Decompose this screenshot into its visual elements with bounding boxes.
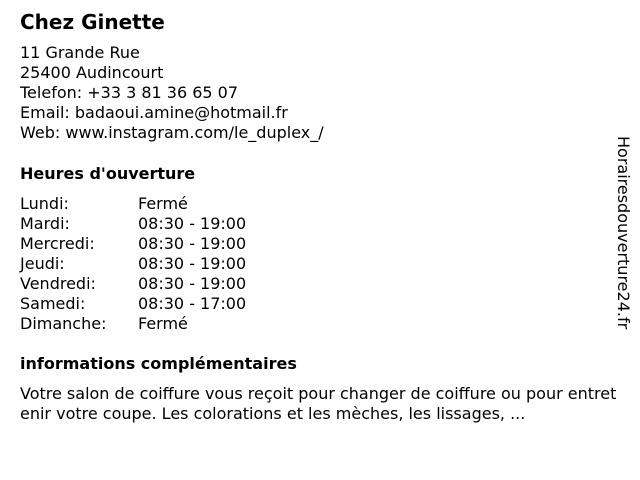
day-hours: Fermé xyxy=(138,194,188,213)
contact-block xyxy=(20,43,324,143)
info-heading: informations complémentaires xyxy=(20,354,297,373)
day-hours: 08:30 - 19:00 xyxy=(138,274,247,293)
email-address: Email: badaoui.amine@hotmail.fr xyxy=(20,103,288,122)
day-label: Mercredi: xyxy=(20,234,95,253)
city-address: 25400 Audincourt xyxy=(20,63,164,82)
website-url: Web: www.instagram.com/le_duplex_/ xyxy=(20,123,324,142)
day-hours: 08:30 - 19:00 xyxy=(138,234,247,253)
watermark-text: Horairesdouverture24.fr xyxy=(614,136,633,330)
day-hours: 08:30 - 17:00 xyxy=(138,294,247,313)
phone-number: Telefon: +33 3 81 36 65 07 xyxy=(20,83,239,102)
day-label: Vendredi: xyxy=(20,274,96,293)
hours-heading: Heures d'ouverture xyxy=(20,164,196,183)
day-hours: Fermé xyxy=(138,314,188,333)
description-text: Votre salon de coiffure vous reçoit pour changer de coiffure ou pour entretenir votre coupe. Les colorations et les mèches, les lissages, ... xyxy=(20,384,617,423)
street-address: 11 Grande Rue xyxy=(20,43,140,62)
day-label: Jeudi: xyxy=(20,254,65,273)
day-label: Samedi: xyxy=(20,294,86,313)
watermark xyxy=(612,136,634,370)
day-hours: 08:30 - 19:00 xyxy=(138,214,247,233)
day-label: Mardi: xyxy=(20,214,70,233)
business-name: Chez Ginette xyxy=(20,10,165,34)
day-label: Dimanche: xyxy=(20,314,107,333)
day-hours: 08:30 - 19:00 xyxy=(138,254,247,273)
day-label: Lundi: xyxy=(20,194,69,213)
